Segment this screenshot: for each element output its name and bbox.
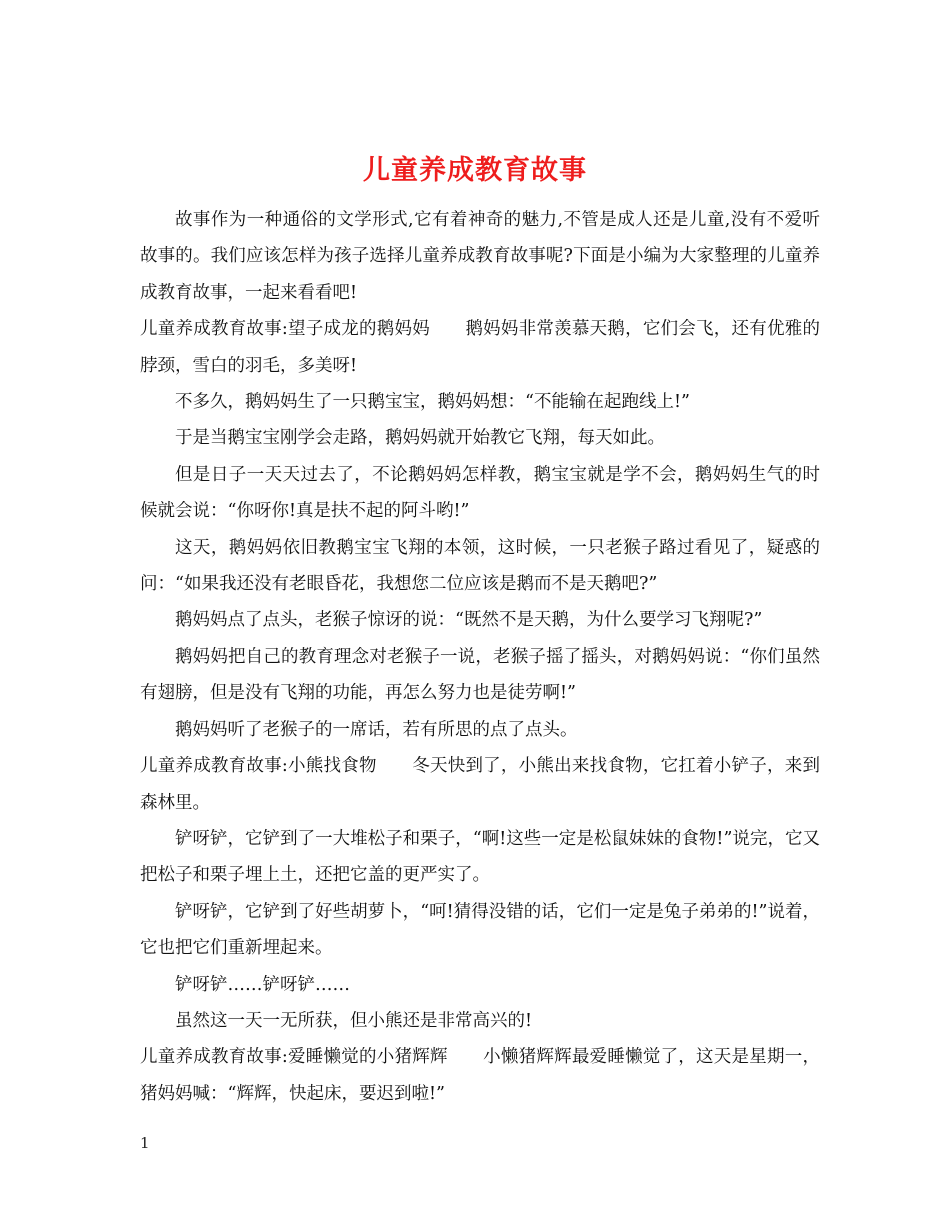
paragraph: 于是当鹅宝宝刚学会走路，鹅妈妈就开始教它飞翔，每天如此。 [175, 428, 665, 449]
paragraph: 这天，鹅妈妈依旧教鹅宝宝飞翔的本领，这时候，一只老猴子路过看见了，疑惑的问：“如果我还没有老眼昏花，我想您二位应该是鹅而不是天鹅吧?” [140, 537, 820, 595]
document-body [140, 202, 820, 1112]
paragraph: 鹅妈妈听了老猴子的一席话，若有所思的点了点头。 [175, 719, 578, 740]
paragraph: 铲呀铲……铲呀铲…… [175, 974, 350, 995]
paragraph-story2-heading: 儿童养成教育故事:小熊找食物 冬天快到了，小熊出来找食物，它扛着小铲子，来到森林里。 [140, 756, 820, 813]
paragraph: 虽然这一天一无所获，但小熊还是非常高兴的! [175, 1010, 533, 1031]
paragraph-story1-heading: 儿童养成教育故事:望子成龙的鹅妈妈 鹅妈妈非常羡慕天鹅，它们会飞，还有优雅的脖颈，雪白的羽毛，多美呀! [140, 319, 820, 376]
paragraph-story3-heading: 儿童养成教育故事:爱睡懒觉的小猪辉辉 小懒猪辉辉最爱睡懒觉了，这天是星期一，猪妈妈喊：“辉辉，快起床，要迟到啦!” [140, 1047, 820, 1104]
page-title: 儿童养成教育故事 [363, 155, 587, 187]
paragraph-intro: 故事作为一种通俗的文学形式,它有着神奇的魅力,不管是成人还是儿童,没有不爱听故事的。我们应该怎样为孩子选择儿童养成教育故事呢?下面是小编为大家整理的儿童养成教育故事，一起来看看吧! [140, 210, 820, 303]
paragraph: 鹅妈妈点了点头，老猴子惊讶的说：“既然不是天鹅，为什么要学习飞翔呢?” [175, 610, 763, 631]
paragraph: 鹅妈妈把自己的教育理念对老猴子一说，老猴子摇了摇头，对鹅妈妈说：“你们虽然有翅膀，但是没有飞翔的功能，再怎么努力也是徒劳啊!” [140, 646, 820, 704]
paragraph: 铲呀铲，它铲到了好些胡萝卜，“呵!猜得没错的话，它们一定是兔子弟弟的!”说着，它也把它们重新埋起来。 [140, 901, 820, 959]
paragraph: 但是日子一天天过去了，不论鹅妈妈怎样教，鹅宝宝就是学不会，鹅妈妈生气的时候就会说：“你呀你!真是扶不起的阿斗哟!” [140, 464, 820, 522]
page-number: 1 [140, 1134, 150, 1152]
paragraph: 不多久，鹅妈妈生了一只鹅宝宝，鹅妈妈想：“不能输在起跑线上!” [175, 392, 690, 413]
paragraph: 铲呀铲，它铲到了一大堆松子和栗子，“啊!这些一定是松鼠妹妹的食物!”说完，它又把松子和栗子埋上土，还把它盖的更严实了。 [140, 828, 820, 886]
